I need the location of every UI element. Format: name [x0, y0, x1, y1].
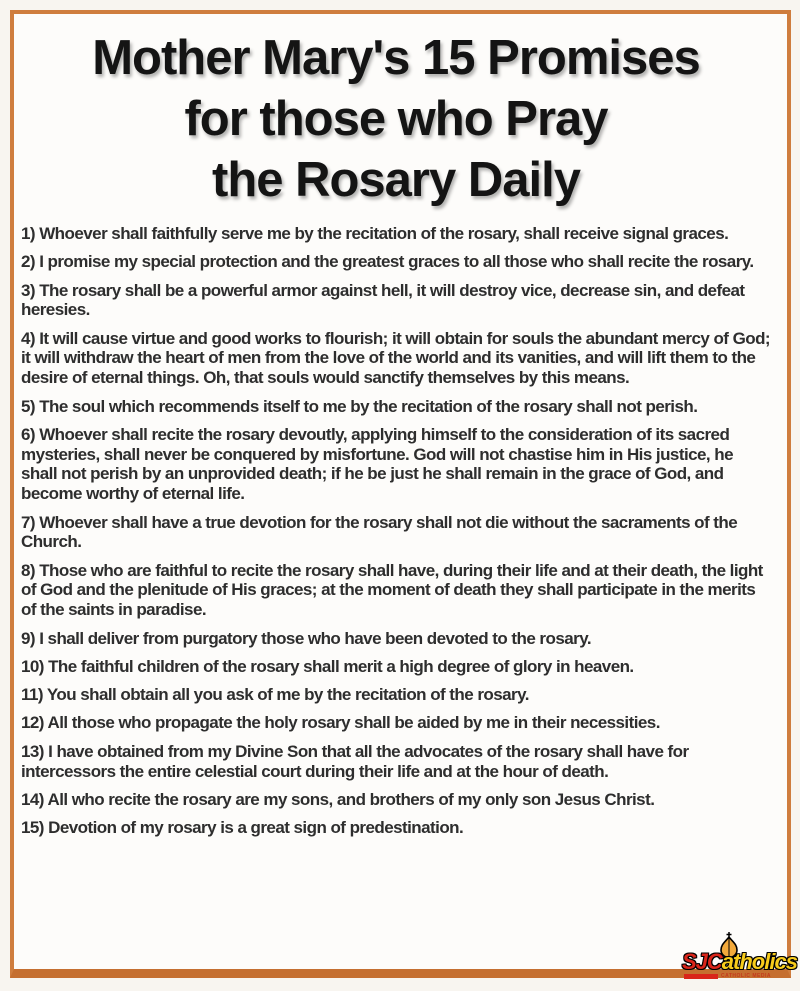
- promise-item-11: 11) You shall obtain all you ask of me by the recitation of the rosary.: [21, 685, 529, 705]
- promise-item-7: 7) Whoever shall have a true devotion for the rosary shall not die without the sacraments of the Church.: [21, 512, 738, 552]
- promises-list: [21, 224, 771, 838]
- poster-title: [21, 28, 771, 211]
- logo-text-yellow: atholics: [721, 949, 797, 974]
- logo-red-bar: [684, 974, 718, 979]
- promise-item-1: 1) Whoever shall faithfully serve me by the recitation of the rosary, shall receive signal graces.: [21, 224, 729, 243]
- promise-item-5: 5) The soul which recommends itself to me by the recitation of the rosary shall not perish.: [21, 396, 698, 416]
- promise-item-12: 12) All those who propagate the holy rosary shall be aided by me in their necessities.: [21, 713, 660, 733]
- sjcatholics-logo: [682, 933, 797, 983]
- promise-item-8: 8) Those who are faithful to recite the rosary shall have, during their life and at their death, the light of God and the plenitude of His graces; at the moment of death they shall participate in the merits of the saints in paradise.: [21, 560, 763, 620]
- promise-item-9: 9) I shall deliver from purgatory those who have been devoted to the rosary.: [21, 628, 592, 648]
- promise-item-4: 4) It will cause virtue and good works to flourish; it will obtain for souls the abundant mercy of God; it will withdraw the heart of men from the love of the world and its vanities, and will lift them to the desire of eternal things. Oh, that souls would sanctify themselves by this means.: [21, 328, 771, 388]
- promise-item-10: 10) The faithful children of the rosary shall merit a high degree of glory in heaven.: [21, 656, 634, 676]
- promise-item-14: 14) All who recite the rosary are my sons, and brothers of my only son Jesus Christ.: [21, 789, 655, 809]
- promise-item-6: 6) Whoever shall recite the rosary devoutly, applying himself to the consideration of its sacred mysteries, shall never be conquered by misfortune. God will not chastise him in His justice, he shall not perish by an unprovided death; if he be just he shall remain in the grace of God, and become worthy of eternal life.: [21, 424, 734, 504]
- promise-item-3: 3) The rosary shall be a powerful armor against hell, it will destroy vice, decrease sin, and defeat heresies.: [21, 280, 745, 320]
- title-line-2: for those who Pray: [184, 92, 608, 146]
- logo-text-red: SJC: [682, 949, 722, 974]
- title-line-1: Mother Mary's 15 Promises: [92, 31, 700, 85]
- promise-item-2: 2) I promise my special protection and the greatest graces to all those who shall recite the rosary.: [21, 252, 754, 272]
- logo-wordmark: [682, 949, 797, 975]
- logo-tagline: CATHOLIC MEDIA: [721, 973, 771, 979]
- poster-frame: [10, 10, 791, 978]
- promise-item-15: 15) Devotion of my rosary is a great sign of predestination.: [21, 818, 464, 838]
- title-line-3: the Rosary Daily: [212, 153, 580, 207]
- promise-item-13: 13) I have obtained from my Divine Son that all the advocates of the rosary shall have for intercessors the entire celestial court during their life and at the hour of death.: [21, 741, 689, 781]
- logo-tagline-row: [684, 973, 788, 979]
